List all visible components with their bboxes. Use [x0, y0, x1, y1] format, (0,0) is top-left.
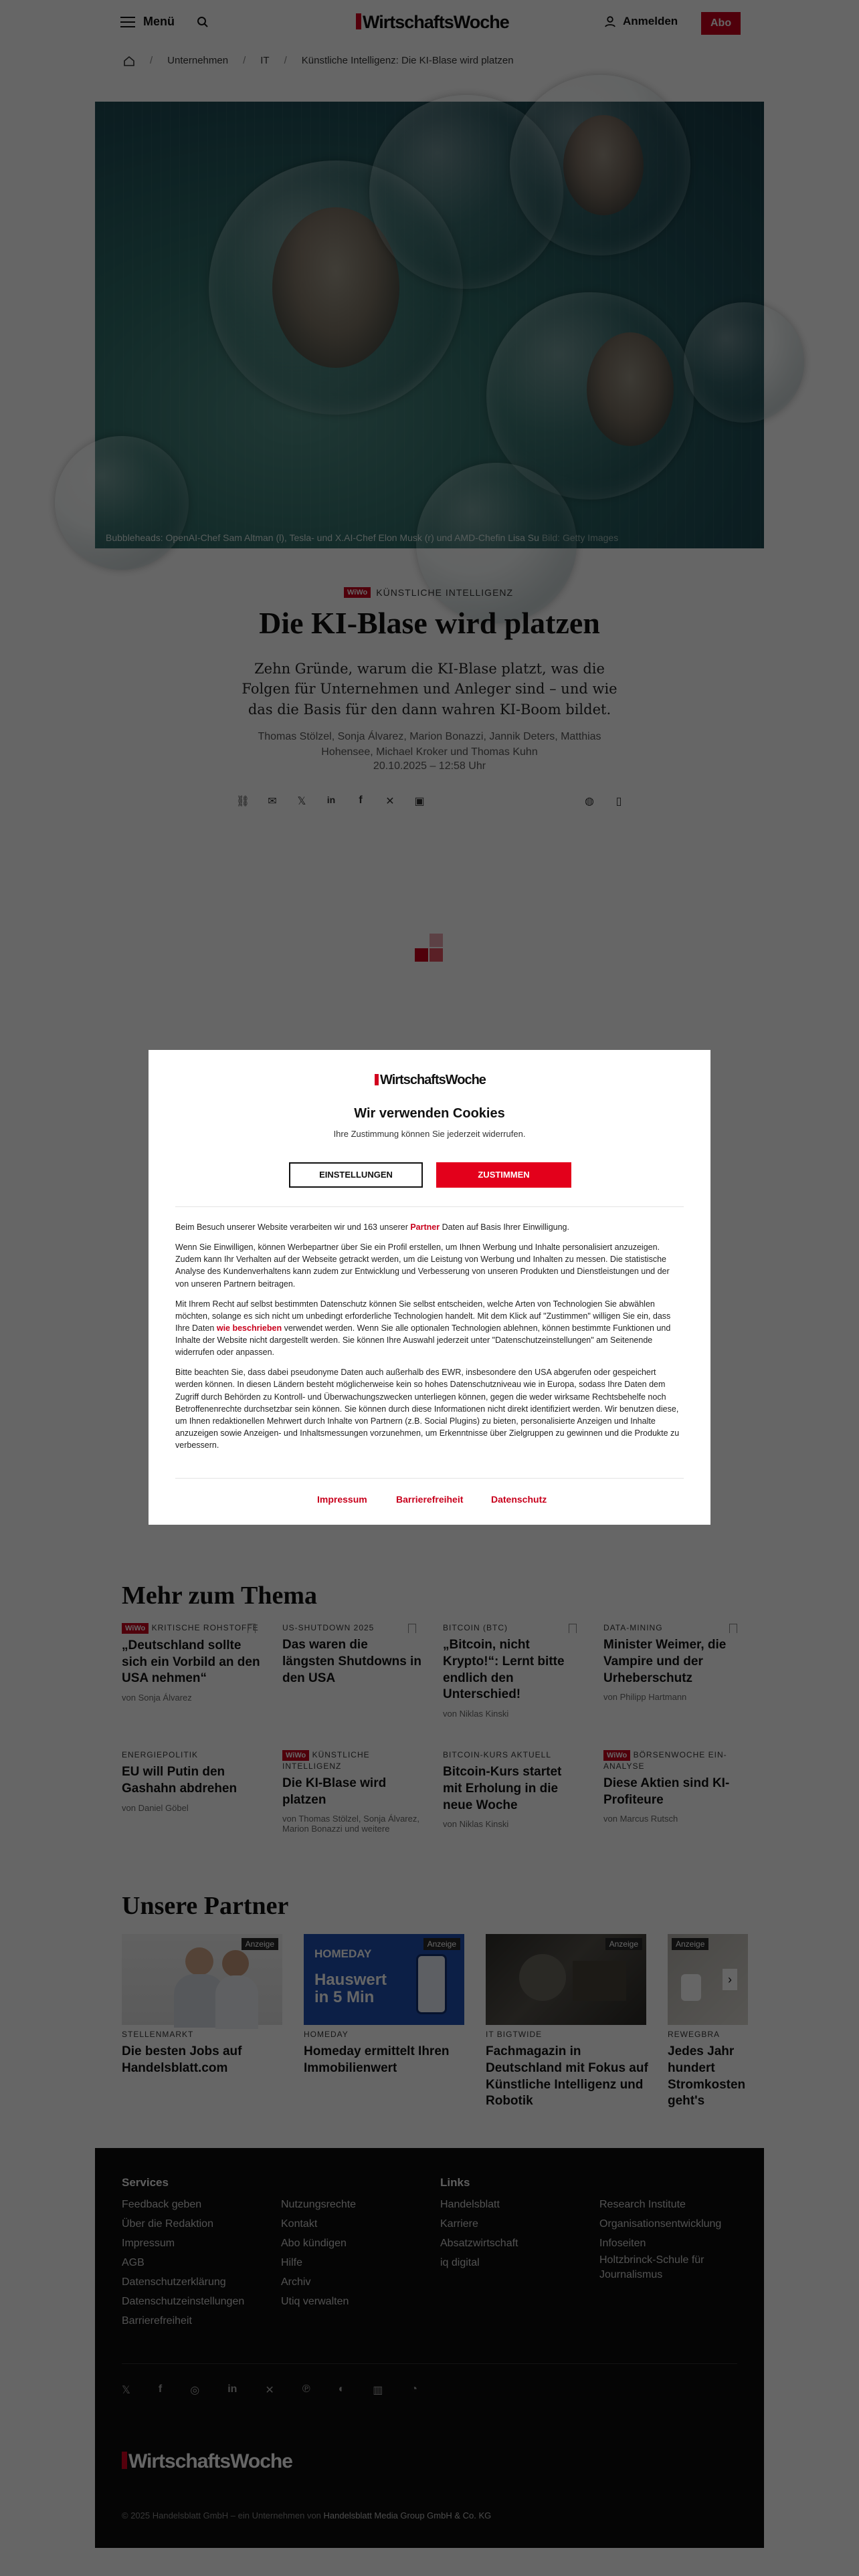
consent-logo	[375, 1073, 486, 1088]
consent-subtitle: Ihre Zustimmung können Sie jederzeit widerrufen.	[333, 1129, 526, 1139]
consent-title: Wir verwenden Cookies	[354, 1106, 505, 1121]
consent-privacy-link[interactable]: Datenschutz	[491, 1494, 547, 1505]
consent-accessibility-link[interactable]: Barrierefreiheit	[396, 1494, 464, 1505]
consent-divider	[175, 1478, 684, 1479]
consent-paragraph: Beim Besuch unserer Website verarbeiten wir und 163 unserer Partner Daten auf Basis Ihrer Einwilligung.	[175, 1222, 569, 1232]
consent-body	[175, 1221, 684, 1451]
consent-impressum-link[interactable]: Impressum	[317, 1494, 367, 1505]
consent-paragraph: Wenn Sie Einwilligen, können Werbepartner über Sie ein Profil erstellen, um Ihnen Werbung und Inhalte personalisiert anzuzeigen. Zudem kann Ihr Verhalten auf der Webseite getrackt werden, um die Leistung von Werbung und Inhalten zu messen. Die statistische Analyse des Kundenverhaltens kann zudem zur Entwicklung und Verbesserung von unseren Produkten und Dienstleistungen und der von unseren Partnern beitragen.	[175, 1243, 670, 1289]
partner-link[interactable]: Partner	[410, 1222, 440, 1232]
logo-mark	[375, 1074, 379, 1085]
cookie-consent-dialog	[149, 1050, 710, 1525]
logo-text: WirtschaftsWoche	[380, 1073, 486, 1087]
consent-paragraph: Bitte beachten Sie, dass dabei pseudonyme Daten auch außerhalb des EWR, insbesondere den USA abgerufen oder gespeichert werden können. In diesen Ländern besteht möglicherweise kein so hohes Datenschutzniveau wie in Europa, sodass Ihre Daten dem Zugriff durch Behörden zu Kontroll- und Überwachungszwecken unterliegen können, gegen die weder wirksame Rechtsbehelfe noch Betroffenenrechte durchsetzbar sein können. Sie können durch diese Informationen nicht direkt identifiziert werden. Wir benutzen diese, um Ihnen redaktionellen Mehrwert durch Inhalte von Partnern (z.B. Social Plugins) zu bieten, personalisierte Anzeigen und Inhalte anzuzeigen sowie Anzeigen- und Inhaltsmessungen vorzunehmen, um Erkenntnisse über Zielgruppen zu gewinnen und die Produkte zu verbessern.	[175, 1368, 680, 1450]
consent-accept-button[interactable]: ZUSTIMMEN	[436, 1162, 571, 1188]
consent-paragraph: Mit Ihrem Recht auf selbst bestimmten Datenschutz können Sie selbst entscheiden, welche Arten von Technologien Sie abwählen möchten, solange es sich nicht um unbedingt erforderliche Technologien handelt. Mit dem Klick auf "Zustimmen" willigen Sie ein, dass Ihre Daten wie beschrieben verwendet werden. Wenn Sie alle optionalen Technologien ablehnen, können bestimmte Funktionen und Inhalte der Website nicht dargestellt werden. Sie können Ihre Auswahl jederzeit unter "Datenschutzeinstellungen" am Seitenende widerrufen oder anpassen.	[175, 1299, 671, 1358]
described-link[interactable]: wie beschrieben	[216, 1323, 282, 1333]
consent-settings-button[interactable]: EINSTELLUNGEN	[289, 1162, 423, 1188]
consent-divider	[175, 1206, 684, 1207]
